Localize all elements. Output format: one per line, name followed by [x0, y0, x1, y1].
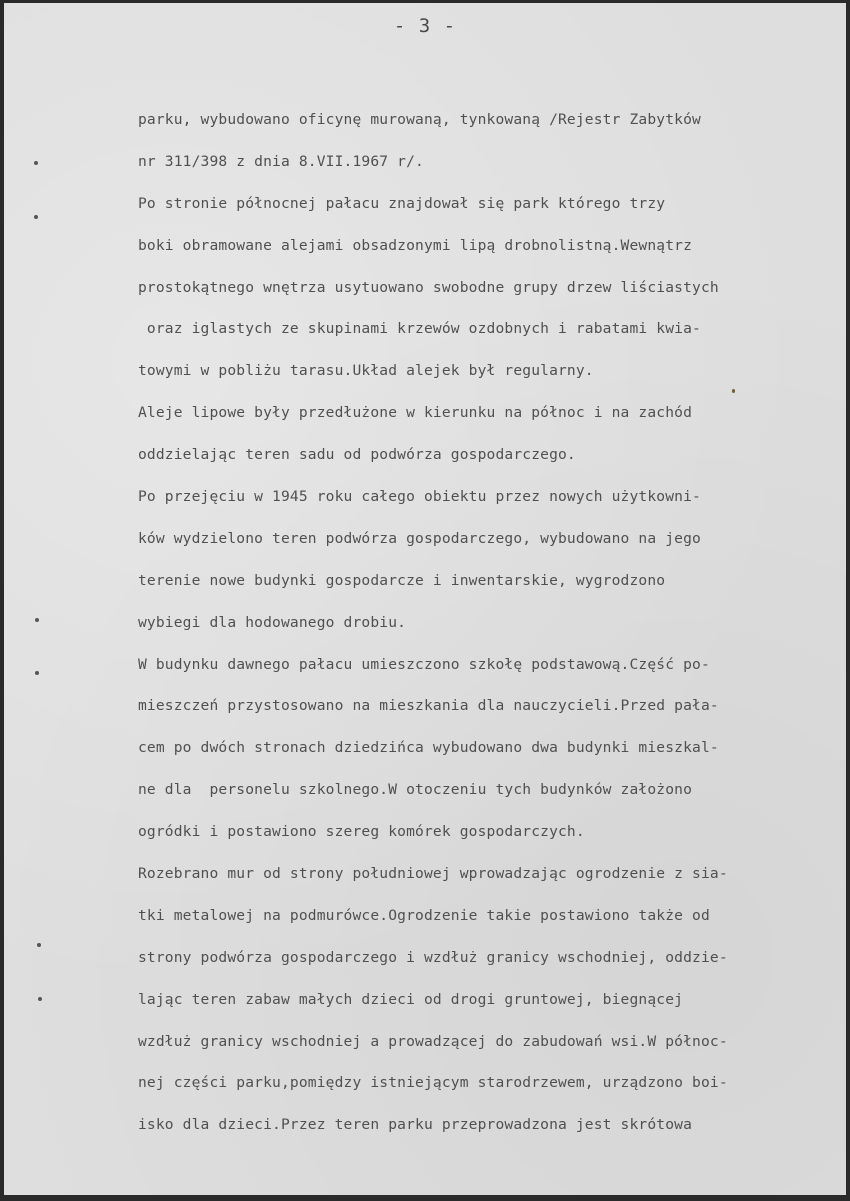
body-text — [138, 99, 838, 1146]
text-line: ne dla personelu szkolnego.W otoczeniu tych budynków założono — [138, 781, 693, 799]
text-line: wybiegi dla hodowanego drobiu. — [138, 613, 407, 631]
document-page — [4, 3, 846, 1195]
text-line: nej części parku,pomiędzy istniejącym starodrzewem, urządzono boi- — [138, 1074, 728, 1092]
text-line: wzdłuż granicy wschodniej a prowadzącej do zabudowań wsi.W północ- — [138, 1032, 728, 1050]
text-line: ków wydzielono teren podwórza gospodarczego, wybudowano na jego — [138, 529, 701, 547]
text-line: strony podwórza gospodarczego i wzdłuż granicy wschodniej, oddzie- — [138, 948, 728, 966]
punch-mark — [35, 618, 39, 622]
page-number: - 3 - — [393, 15, 457, 37]
punch-mark — [37, 943, 41, 947]
text-line: nr 311/398 z dnia 8.VII.1967 r/. — [138, 152, 424, 170]
punch-mark — [35, 671, 39, 675]
text-line: ogródki i postawiono szereg komórek gospodarczych. — [138, 823, 585, 841]
text-line: cem po dwóch stronach dziedzińca wybudowano dwa budynki mieszkal- — [138, 739, 719, 757]
text-line: Po stronie północnej pałacu znajdował się park którego trzy — [138, 194, 666, 212]
text-line: Aleje lipowe były przedłużone w kierunku na północ i na zachód — [138, 404, 693, 422]
punch-mark — [38, 997, 42, 1001]
text-line: terenie nowe budynki gospodarcze i inwentarskie, wygrodzono — [138, 571, 666, 589]
text-line: boki obramowane alejami obsadzonymi lipą drobnolistną.Wewnątrz — [138, 236, 693, 254]
text-line: towymi w pobliżu tarasu.Układ alejek był regularny. — [138, 362, 594, 380]
text-line: tki metalowej na podmurówce.Ogrodzenie takie postawiono także od — [138, 906, 710, 924]
text-line: Rozebrano mur od strony południowej wprowadzając ogrodzenie z sia- — [138, 865, 728, 883]
punch-mark — [34, 161, 38, 165]
text-line: isko dla dzieci.Przez teren parku przeprowadzona jest skrótowa — [138, 1116, 693, 1134]
text-line: oraz iglastych ze skupinami krzewów ozdobnych i rabatami kwia- — [138, 320, 701, 338]
text-line: lając teren zabaw małych dzieci od drogi gruntowej, biegnącej — [138, 990, 684, 1008]
text-line: mieszczeń przystosowano na mieszkania dla nauczycieli.Przed pała- — [138, 697, 719, 715]
paper-speck — [732, 389, 735, 393]
text-line: prostokątnego wnętrza usytuowano swobodne grupy drzew liściastych — [138, 278, 719, 296]
text-line: Po przejęciu w 1945 roku całego obiektu przez nowych użytkowni- — [138, 488, 701, 506]
text-line: oddzielając teren sadu od podwórza gospodarczego. — [138, 446, 576, 464]
punch-mark — [34, 215, 38, 219]
text-line: W budynku dawnego pałacu umieszczono szkołę podstawową.Część po- — [138, 655, 710, 673]
text-line: parku, wybudowano oficynę murowaną, tynkowaną /Rejestr Zabytków — [138, 111, 701, 128]
